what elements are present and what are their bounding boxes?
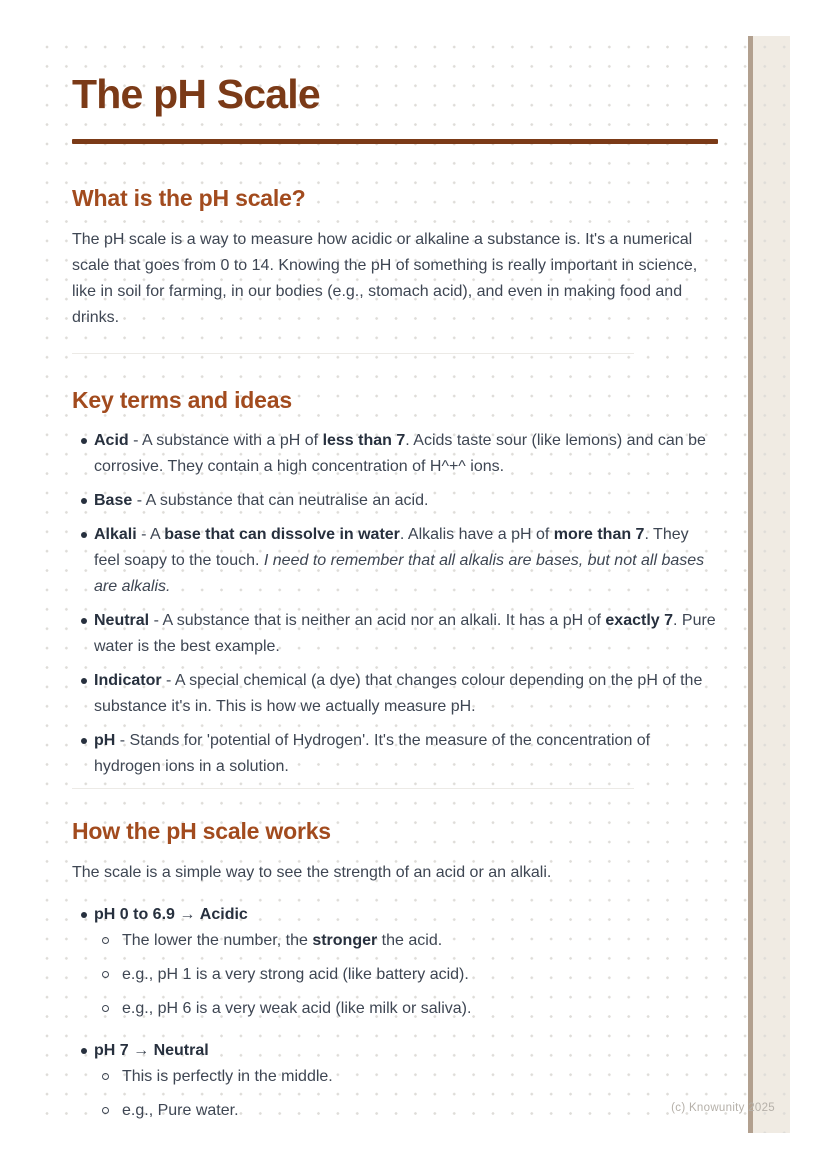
text-segment: e.g., pH 1 is a very strong acid (like battery acid).: [122, 966, 469, 983]
list-item: [72, 428, 718, 480]
text-segment: This is perfectly in the middle.: [122, 1068, 333, 1085]
page-title: The pH Scale: [72, 71, 320, 117]
list-item: [72, 488, 718, 514]
text-segment: less than 7: [322, 432, 406, 449]
list-item: [72, 668, 718, 720]
text-segment: Neutral: [94, 612, 150, 629]
text-segment: The lower the number, the: [122, 932, 313, 949]
list-item: [72, 608, 718, 660]
section-what-is-the-ph-scale: [72, 183, 718, 331]
text-segment: Acid: [94, 432, 129, 449]
text-segment: pH: [94, 732, 116, 749]
text-segment: . Acids taste sour (like lemons) and can be corrosive. They contain a high concentration of H^+^ ions.: [94, 432, 706, 475]
text-segment: - Stands for 'potential of Hydrogen'. It's the measure of the concentration of hydrogen ions in a solution.: [94, 732, 651, 775]
text-segment: - A special chemical (a dye) that changes colour depending on the pH of the substance it's in. This is how we actually measure pH.: [94, 672, 703, 715]
text-segment: pH 7: [94, 1042, 129, 1059]
section-how-scale-works: [72, 816, 718, 1133]
text-segment: more than 7: [553, 526, 645, 543]
section-heading: What is the pH scale?: [72, 185, 306, 211]
text-segment: e.g., pH 6 is a very weak acid (like milk or saliva).: [122, 1000, 472, 1017]
text-segment: Base: [94, 492, 133, 509]
sub-list-item: [94, 962, 718, 988]
section-divider: [72, 788, 634, 789]
text-segment: Acidic: [199, 906, 248, 923]
sub-list-item: [94, 1098, 718, 1124]
sub-list-item: [94, 996, 718, 1022]
sub-list: [94, 1064, 718, 1133]
text-segment: the acid.: [377, 932, 443, 949]
text-segment: →: [174, 906, 200, 923]
title-rule: [72, 139, 718, 144]
text-segment: stronger: [312, 932, 378, 949]
paragraph: The scale is a simple way to see the strength of an acid or an alkali.: [72, 864, 552, 881]
watermark: (c) Knowunity 2025: [671, 1102, 775, 1114]
list-item: [72, 902, 718, 1031]
terms-list: [72, 428, 718, 780]
text-segment: pH 0 to 6.9: [94, 906, 175, 923]
text-segment: - A substance with a pH of: [128, 432, 323, 449]
sub-list: [94, 928, 718, 1031]
text-segment: exactly 7: [605, 612, 673, 629]
text-segment: - A substance that can neutralise an acid.: [132, 492, 429, 509]
text-segment: - A: [136, 526, 165, 543]
section-key-terms: [72, 385, 718, 780]
text-segment: I need to remember that all alkalis are bases, but not all bases are alkalis.: [94, 552, 705, 595]
scale-list: [72, 902, 718, 1133]
text-segment: - A substance that is neither an acid nor an alkali. It has a pH of: [149, 612, 606, 629]
text-segment: base that can dissolve in water: [164, 526, 400, 543]
text-segment: Neutral: [153, 1042, 209, 1059]
text-segment: e.g., Pure water.: [122, 1102, 239, 1119]
notebook-paper: [45, 45, 790, 1130]
text-segment: →: [128, 1042, 154, 1059]
text-segment: . Alkalis have a pH of: [399, 526, 554, 543]
paragraph: The pH scale is a way to measure how acidic or alkaline a substance is. It's a numerical scale that goes from 0 to 14. Knowing the pH of something is really important in science, like in soil for farming, in our bodies (e.g., stomach acid), and even in making food and drinks.: [72, 231, 698, 326]
sub-list-item: [94, 1064, 718, 1090]
page-edge-strip: [748, 36, 790, 1133]
list-item: [72, 1038, 718, 1133]
section-divider: [72, 353, 634, 354]
list-item: [72, 728, 718, 780]
list-item: [72, 522, 718, 600]
text-segment: Indicator: [94, 672, 162, 689]
document-content: [72, 45, 718, 1140]
text-segment: Alkali: [94, 526, 137, 543]
section-heading: Key terms and ideas: [72, 387, 292, 413]
section-heading: How the pH scale works: [72, 818, 331, 844]
text-segment: . They feel soapy to the touch.: [94, 526, 689, 569]
text-segment: . Pure water is the best example.: [94, 612, 716, 655]
sub-list-item: [94, 928, 718, 954]
